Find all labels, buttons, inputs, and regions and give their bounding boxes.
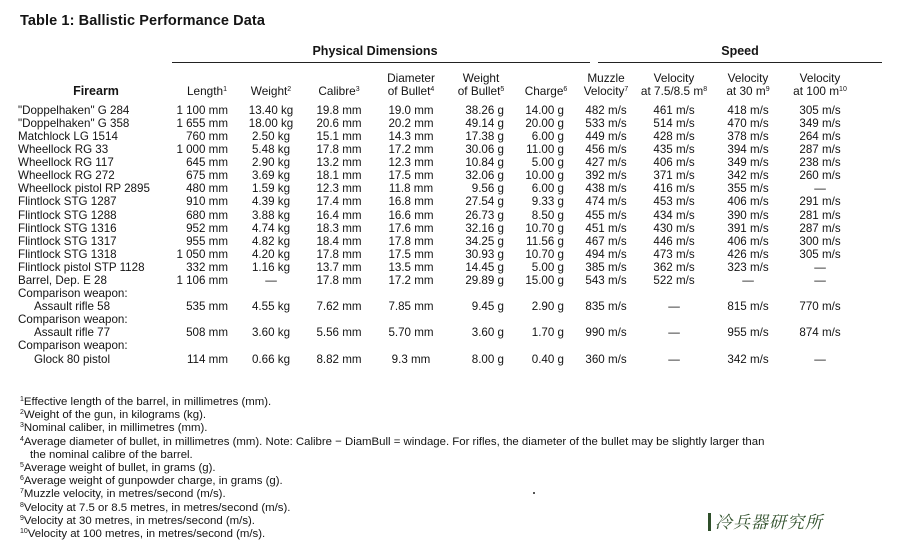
footnote [20, 528, 764, 541]
cell-muzzle: 494 m/s [585, 247, 627, 261]
cell-diameter: 16.6 mm [388, 208, 434, 222]
cell-diameter: 11.8 mm [388, 182, 434, 196]
cell-weight: 3.60 kg [251, 326, 291, 340]
footnotes [20, 396, 764, 541]
footnote-text: the nominal calibre of the barrel. [30, 448, 193, 461]
cell-v100: 238 m/s [799, 156, 841, 170]
cell-v75: 428 m/s [653, 129, 695, 143]
table-row [18, 261, 856, 274]
cell-v100: 291 m/s [799, 195, 841, 209]
cell-v30: 406 m/s [727, 234, 769, 248]
cell-muzzle: 533 m/s [585, 116, 627, 130]
cell-bullet-weight: 30.93 g [465, 247, 504, 261]
col-v100: Velocity at 100 $m^{10}$ [793, 71, 847, 98]
cell-charge: 5.00 g [531, 156, 564, 170]
cell-length: 508 mm [186, 326, 228, 340]
cell-charge: 6.00 g [531, 129, 564, 143]
cell-muzzle: 451 m/s [585, 221, 627, 235]
cell-muzzle: 474 m/s [585, 195, 627, 209]
cell-v100: — [814, 260, 826, 274]
cell-v30: 342 m/s [727, 352, 769, 366]
cell-v100: 300 m/s [799, 234, 841, 248]
cell-bullet-weight: 38.26 g [465, 103, 504, 117]
cell-v75: 522 m/s [653, 273, 695, 287]
cell-weight: 13.40 kg [248, 103, 294, 117]
cell-v100: 349 m/s [799, 116, 841, 130]
footnote [20, 422, 764, 435]
cell-v30: 815 m/s [727, 300, 769, 314]
cell-v100: — [814, 352, 826, 366]
cell-length: 1 050 mm [176, 247, 228, 261]
footnote-text: Average weight of gunpowder charge, in grams (g). [23, 475, 283, 488]
cell-bullet-weight: 32.16 g [465, 221, 504, 235]
cell-length: 910 mm [186, 195, 228, 209]
cell-v100: 305 m/s [799, 103, 841, 117]
cell-bullet-weight: 26.73 g [465, 208, 504, 222]
col-length: Length$^1$ [187, 84, 227, 98]
footnote [20, 462, 764, 475]
cell-length: 675 mm [186, 169, 228, 183]
cell-calibre: 19.8 mm [316, 103, 362, 117]
cell-calibre: 15.1 mm [316, 129, 362, 143]
cell-v30: 342 m/s [727, 169, 769, 183]
table-row [18, 222, 856, 235]
comparison-label: Comparison weapon: [18, 313, 128, 327]
cell-weight: 4.20 kg [251, 247, 291, 261]
footnote-text: Nominal caliber, in millimetres (mm). [23, 422, 208, 435]
cell-muzzle: 835 m/s [585, 300, 627, 314]
cell-diameter: 17.5 mm [388, 247, 434, 261]
firearm-name: Barrel, Dep. E 28 [18, 273, 107, 287]
col-charge: Charge$^6$ [524, 84, 568, 98]
cell-muzzle: 385 m/s [585, 260, 627, 274]
cell-v30: 391 m/s [727, 221, 769, 235]
cell-charge: 6.00 g [531, 182, 564, 196]
footnote [20, 502, 764, 515]
group-speed: Speed [721, 44, 759, 58]
firearm-name: Wheellock RG 117 [18, 156, 114, 170]
cell-bullet-weight: 34.25 g [465, 234, 504, 248]
footnote-number: 3 [20, 422, 24, 430]
cell-calibre: 7.62 mm [316, 300, 362, 314]
cell-v30: 394 m/s [727, 143, 769, 157]
cell-muzzle: 360 m/s [585, 352, 627, 366]
cell-calibre: 18.3 mm [316, 221, 362, 235]
cell-v30: 418 m/s [727, 103, 769, 117]
cell-v75: 446 m/s [653, 234, 695, 248]
cell-diameter: 19.0 mm [388, 103, 434, 117]
cell-v75: 416 m/s [653, 182, 695, 196]
footnote [20, 436, 764, 449]
comparison-label-row [18, 287, 856, 300]
cell-length: 952 mm [186, 221, 228, 235]
cell-calibre: 13.7 mm [316, 260, 362, 274]
group-physical-dimensions: Physical Dimensions [312, 44, 438, 58]
footnote-text: Average diameter of bullet, in millimetres (mm). Note: Calibre − DiamBull = windage. For rifles, the diameter of the bullet may be slightly larger than [23, 435, 765, 448]
footnote-text: Velocity at 7.5 or 8.5 metres, in metres/second (m/s). [23, 501, 291, 514]
footnote [20, 488, 764, 501]
cell-calibre: 16.4 mm [316, 208, 362, 222]
cell-v75: — [668, 326, 680, 340]
cell-v100: 305 m/s [799, 247, 841, 261]
cell-v100: 874 m/s [799, 326, 841, 340]
cell-v30: 323 m/s [727, 260, 769, 274]
cell-v100: 264 m/s [799, 129, 841, 143]
table-row [18, 183, 856, 196]
cell-bullet-weight: 9.45 g [471, 300, 504, 314]
cell-length: 480 mm [186, 182, 228, 196]
cell-muzzle: 427 m/s [585, 156, 627, 170]
cell-muzzle: 543 m/s [585, 273, 627, 287]
cell-bullet-weight: 14.45 g [465, 260, 504, 274]
cell-v75: 435 m/s [653, 143, 695, 157]
cell-v75: 473 m/s [653, 247, 695, 261]
cell-v30: 955 m/s [727, 326, 769, 340]
cell-charge: 10.00 g [525, 169, 564, 183]
cell-diameter: 17.5 mm [388, 169, 434, 183]
col-firearm: Firearm [73, 84, 119, 98]
cell-charge: 11.00 g [526, 143, 564, 157]
cell-v30: 406 m/s [727, 195, 769, 209]
cell-bullet-weight: 10.84 g [465, 156, 504, 170]
cell-v75: — [668, 352, 680, 366]
cell-muzzle: 482 m/s [585, 103, 627, 117]
cell-charge: 9.33 g [531, 195, 564, 209]
table-row [18, 143, 856, 156]
firearm-name: Matchlock LG 1514 [18, 129, 118, 143]
col-bullet-weight: Weight of Bullet$^5$ [457, 71, 505, 98]
firearm-name: Flintlock STG 1288 [18, 208, 117, 222]
cell-muzzle: 392 m/s [585, 169, 627, 183]
comparison-label-row [18, 314, 856, 327]
cell-muzzle: 456 m/s [585, 143, 627, 157]
cell-v30: 390 m/s [727, 208, 769, 222]
cell-length: 1 106 mm [176, 273, 228, 287]
cell-muzzle: 455 m/s [585, 208, 627, 222]
firearm-name: Flintlock STG 1316 [18, 221, 117, 235]
cell-v100: — [814, 273, 826, 287]
cell-weight: 4.55 kg [251, 300, 291, 314]
firearm-name: Flintlock STG 1318 [18, 247, 117, 261]
cell-v30: 426 m/s [727, 247, 769, 261]
cell-v75: 430 m/s [653, 221, 695, 235]
footnote-text: Effective length of the barrel, in millimetres (mm). [23, 396, 272, 408]
cell-diameter: 16.8 mm [388, 195, 434, 209]
cell-muzzle: 990 m/s [585, 326, 627, 340]
cell-v75: 362 m/s [653, 260, 695, 274]
cell-v30: 349 m/s [727, 156, 769, 170]
cell-charge: 20.00 g [525, 116, 564, 130]
footnote-number: 9 [20, 514, 24, 522]
cell-length: 1 655 mm [176, 116, 228, 130]
cell-charge: 10.70 g [525, 221, 564, 235]
cell-charge: 14.00 g [525, 103, 564, 117]
cell-weight: 18.00 kg [248, 116, 294, 130]
cell-length: 680 mm [186, 208, 228, 222]
cell-charge: 8.50 g [531, 208, 564, 222]
cell-weight: 3.88 kg [251, 208, 291, 222]
cell-bullet-weight: 8.00 g [471, 352, 504, 366]
footnote-number: 8 [20, 501, 24, 509]
cell-v75: 434 m/s [653, 208, 695, 222]
physical-rule [172, 62, 590, 63]
cell-diameter: 14.3 mm [388, 129, 434, 143]
cell-v100: 260 m/s [799, 169, 841, 183]
cell-calibre: 18.4 mm [316, 234, 362, 248]
firearm-name: Glock 80 pistol [34, 352, 111, 366]
cell-weight: 3.69 kg [251, 169, 291, 183]
cell-calibre: 20.6 mm [316, 116, 362, 130]
footnote [20, 396, 764, 409]
footnote [20, 475, 764, 488]
cell-muzzle: 449 m/s [585, 129, 627, 143]
table-row [18, 117, 856, 130]
table-row [18, 100, 856, 117]
cell-calibre: 18.1 mm [316, 169, 362, 183]
ballistic-table [18, 70, 856, 366]
footnote-number: 1 [20, 396, 24, 403]
cell-v100: 287 m/s [799, 221, 841, 235]
cell-weight: 2.50 kg [251, 129, 291, 143]
cell-diameter: 13.5 mm [388, 260, 434, 274]
footnote-text: Muzzle velocity, in metres/second (m/s). [23, 488, 226, 501]
cell-weight: 5.48 kg [251, 143, 291, 157]
col-weight: Weight$^2$ [250, 84, 292, 98]
cell-weight: 0.66 kg [251, 352, 291, 366]
table-row [18, 353, 856, 366]
col-calibre: Calibre$^3$ [318, 84, 360, 98]
cell-charge: 0.40 g [531, 352, 564, 366]
cell-v30: 355 m/s [727, 182, 769, 196]
cell-charge: 15.00 g [525, 273, 564, 287]
cell-calibre: 17.8 mm [316, 247, 362, 261]
cell-v100: 770 m/s [799, 300, 841, 314]
cell-diameter: 17.2 mm [388, 143, 434, 157]
col-v30: Velocity at 30 $m^9$ [726, 71, 770, 98]
cell-v75: 453 m/s [653, 195, 695, 209]
firearm-name: Flintlock STG 1317 [18, 234, 117, 248]
table-title: Table 1: Ballistic Performance Data [20, 13, 265, 29]
cell-v100: 287 m/s [799, 143, 841, 157]
cell-length: 1 000 mm [176, 143, 228, 157]
footnote [20, 409, 764, 422]
cell-diameter: 17.2 mm [388, 273, 434, 287]
cell-diameter: 12.3 mm [388, 156, 434, 170]
cell-diameter: 7.85 mm [388, 300, 434, 314]
cell-weight: 1.16 kg [251, 260, 291, 274]
table-row [18, 327, 856, 340]
cell-bullet-weight: 49.14 g [465, 116, 504, 130]
cell-weight: 1.59 kg [251, 182, 291, 196]
cell-bullet-weight: 3.60 g [471, 326, 504, 340]
footnote [20, 449, 764, 462]
cell-charge: 11.56 g [526, 234, 564, 248]
cell-length: 535 mm [186, 300, 228, 314]
firearm-name: Wheellock RG 272 [18, 169, 115, 183]
cell-diameter: 20.2 mm [388, 116, 434, 130]
footnote-number: 10 [20, 528, 28, 536]
cell-bullet-weight: 32.06 g [465, 169, 504, 183]
footnote-text: Velocity at 30 metres, in metres/second (m/s). [23, 514, 255, 527]
cell-muzzle: 438 m/s [585, 182, 627, 196]
footnote [20, 515, 764, 528]
cell-calibre: 8.82 mm [316, 352, 362, 366]
cell-calibre: 17.8 mm [316, 143, 362, 157]
cell-charge: 10.70 g [525, 247, 564, 261]
firearm-name: Wheellock RG 33 [18, 143, 109, 157]
cell-length: 645 mm [186, 156, 228, 170]
footnote-number: 4 [20, 435, 24, 443]
table-row [18, 196, 856, 209]
comparison-label: Comparison weapon: [18, 339, 128, 353]
cell-calibre: 5.56 mm [316, 326, 362, 340]
cell-diameter: 9.3 mm [391, 352, 431, 366]
firearm-name: "Doppelhaken" G 358 [18, 116, 130, 130]
table-row [18, 248, 856, 261]
cell-v100: 281 m/s [799, 208, 841, 222]
footnote-number: 5 [20, 462, 24, 470]
cell-length: 114 mm [186, 352, 228, 366]
table-row [18, 169, 856, 182]
table-row [18, 235, 856, 248]
footnote-text: Velocity at 100 metres, in metres/second (m/s). [27, 528, 266, 541]
comparison-label-row [18, 340, 856, 353]
cell-v30: 378 m/s [727, 129, 769, 143]
firearm-name: Wheellock pistol RP 2895 [18, 182, 150, 196]
cell-muzzle: 467 m/s [585, 234, 627, 248]
speed-rule [598, 62, 882, 63]
cell-weight: — [265, 273, 277, 287]
table-row [18, 156, 856, 169]
cell-calibre: 17.4 mm [316, 195, 362, 209]
firearm-name: Flintlock STG 1287 [18, 195, 117, 209]
speck [533, 492, 535, 494]
cell-weight: 4.82 kg [251, 234, 291, 248]
cell-length: 1 100 mm [176, 103, 228, 117]
col-muzzle: Muzzle Velocity$^7$ [583, 71, 629, 98]
cell-diameter: 17.8 mm [388, 234, 434, 248]
cell-weight: 4.74 kg [251, 221, 291, 235]
cell-weight: 4.39 kg [251, 195, 291, 209]
cell-v75: 514 m/s [653, 116, 695, 130]
cell-length: 955 mm [186, 234, 228, 248]
footnote-number: 2 [20, 409, 24, 417]
cell-v75: 371 m/s [653, 169, 695, 183]
cell-v30: — [742, 273, 754, 287]
cell-v75: 461 m/s [653, 103, 695, 117]
cell-charge: 5.00 g [531, 260, 564, 274]
cell-calibre: 13.2 mm [316, 156, 362, 170]
footnote-number: 7 [20, 488, 24, 496]
cell-charge: 1.70 g [531, 326, 564, 340]
cell-calibre: 17.8 mm [316, 273, 362, 287]
footnote-text: Weight of the gun, in kilograms (kg). [23, 409, 207, 422]
footnote-text: Average weight of bullet, in grams (g). [23, 462, 216, 475]
cell-diameter: 17.6 mm [388, 221, 434, 235]
table-row [18, 209, 856, 222]
table-row [18, 130, 856, 143]
header-row [18, 70, 856, 100]
cell-bullet-weight: 29.89 g [465, 273, 504, 287]
table-row [18, 274, 856, 287]
watermark-logo: 冷兵器研究所 [708, 508, 823, 533]
cell-diameter: 5.70 mm [388, 326, 434, 340]
cell-v100: — [814, 182, 826, 196]
comparison-label: Comparison weapon: [18, 287, 128, 301]
footnote-number: 6 [20, 475, 24, 483]
cell-bullet-weight: 9.56 g [471, 182, 504, 196]
col-v75: Velocity at 7.5/8.5 $m^8$ [640, 71, 708, 98]
cell-length: 332 mm [186, 260, 228, 274]
cell-weight: 2.90 kg [251, 156, 291, 170]
cell-bullet-weight: 17.38 g [465, 129, 504, 143]
cell-v75: 406 m/s [653, 156, 695, 170]
col-diameter: Diameter of Bullet$^4$ [387, 71, 435, 98]
cell-calibre: 12.3 mm [316, 182, 362, 196]
firearm-name: "Doppelhaken" G 284 [18, 103, 130, 117]
cell-charge: 2.90 g [531, 300, 564, 314]
cell-v30: 470 m/s [727, 116, 769, 130]
table-row [18, 300, 856, 313]
firearm-name: Assault rifle 77 [34, 326, 111, 340]
cell-v75: — [668, 300, 680, 314]
cell-length: 760 mm [186, 129, 228, 143]
cell-bullet-weight: 27.54 g [465, 195, 504, 209]
firearm-name: Flintlock pistol STP 1128 [18, 260, 145, 274]
cell-bullet-weight: 30.06 g [465, 143, 504, 157]
firearm-name: Assault rifle 58 [34, 300, 111, 314]
